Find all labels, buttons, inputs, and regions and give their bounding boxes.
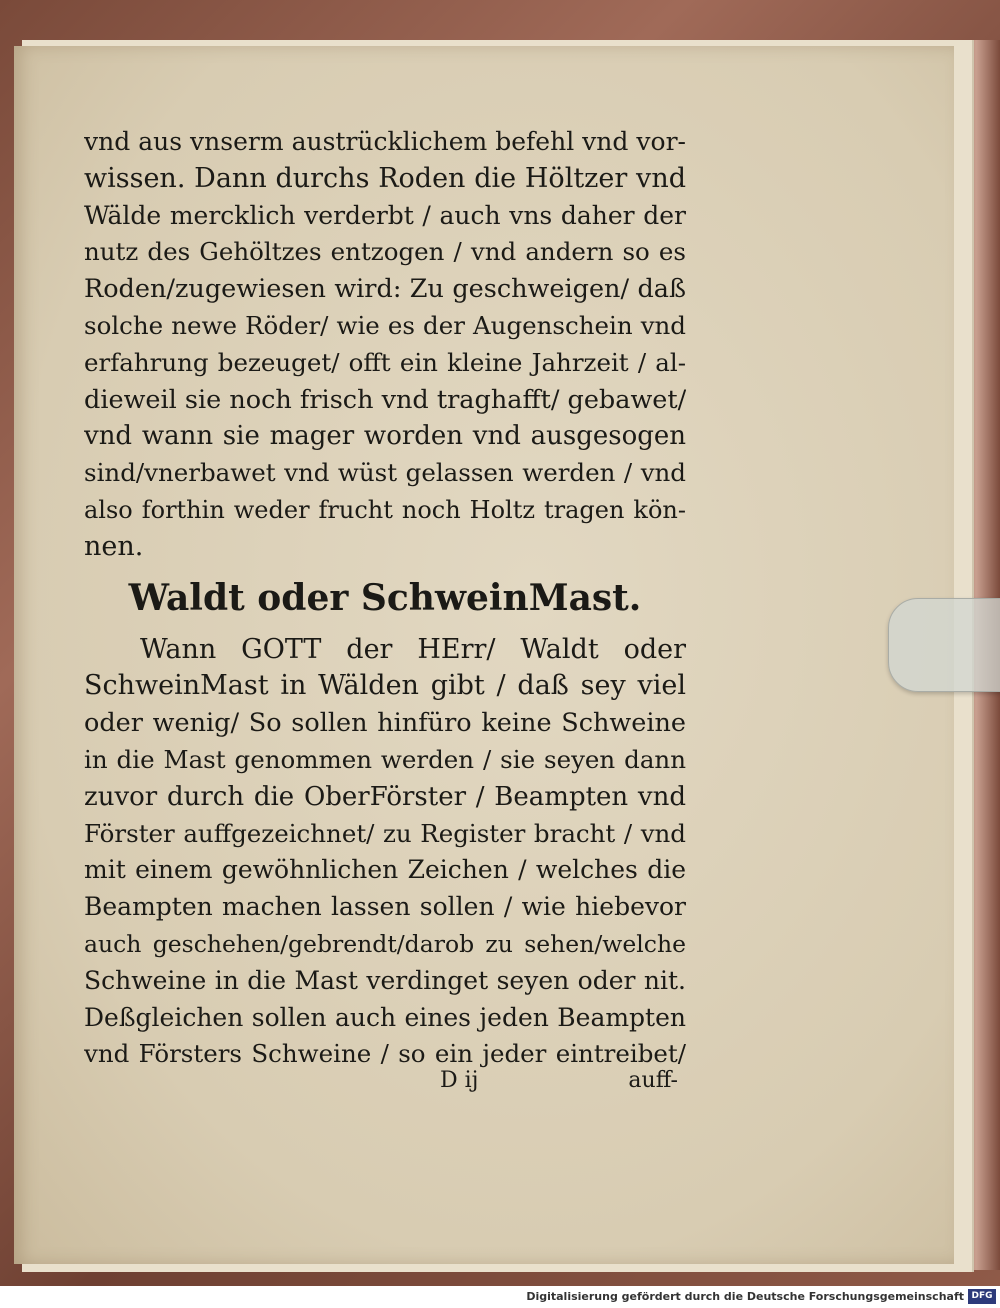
text-line: vnd wann sie mager worden vnd ausgesogen (84, 421, 686, 452)
text-line: dieweil sie noch frisch vnd traghafft/ gebawet/ (84, 384, 686, 415)
text-line: nen. (84, 530, 144, 562)
section-heading: Waldt oder SchweinMast. (128, 576, 642, 619)
page-footer (84, 1068, 686, 1098)
text-line: sind/vnerbawet vnd wüst gelassen werden / vnd (84, 458, 686, 488)
text-line: nutz des Gehöltzes entzogen / vnd andern so es (84, 237, 686, 267)
text-line: vnd aus vnserm austrücklichem befehl vnd vor- (84, 127, 686, 156)
text-line: auch geschehen/gebrendt/darob zu sehen/welche (84, 929, 686, 958)
text-line: Roden/zugewiesen wird: Zu geschweigen/ daß (84, 274, 686, 305)
signature-mark: D ij (440, 1068, 479, 1093)
text-line: erfahrung bezeuget/ offt ein kleine Jahrzeit / al- (84, 347, 686, 377)
page-text (84, 124, 686, 1073)
text-line: SchweinMast in Wälden gibt / daß sey viel (84, 670, 686, 702)
page-marker-tab (888, 598, 1000, 692)
text-line: Beampten machen lassen sollen / wie hiebevor (84, 892, 686, 922)
text-line: wissen. Dann durchs Roden die Höltzer vnd (84, 162, 686, 194)
text-line: solche newe Röder/ wie es der Augenschein vnd (84, 310, 686, 340)
text-line: oder wenig/ So sollen hinfüro keine Schweine (84, 708, 686, 739)
catchword: auff- (628, 1068, 678, 1093)
text-line: mit einem gewöhnlichen Zeichen / welches die (84, 855, 686, 885)
text-line: zuvor durch die OberFörster / Beampten vnd (84, 781, 686, 812)
text-line: in die Mast genommen werden / sie seyen dann (84, 744, 686, 774)
text-line: Wälde mercklich verderbt / auch vns daher der (84, 200, 686, 230)
text-line: vnd Försters Schweine / so ein jeder eintreibet/ (84, 1039, 686, 1069)
text-line: also forthin weder frucht noch Holtz tragen kön- (84, 495, 686, 524)
text-line: Wann GOTT der HErr/ Waldt oder (140, 633, 686, 665)
text-line: Förster auffgezeichnet/ zu Register bracht / vnd (84, 818, 686, 848)
digitization-credit: Digitalisierung gefördert durch die Deutsche Forschungsgemeinschaft (526, 1290, 964, 1303)
text-line: Deßgleichen sollen auch eines jeden Beampten (84, 1002, 686, 1032)
text-line: Schweine in die Mast verdinget seyen oder nit. (84, 965, 686, 995)
dfg-logo: DFG (968, 1289, 996, 1304)
